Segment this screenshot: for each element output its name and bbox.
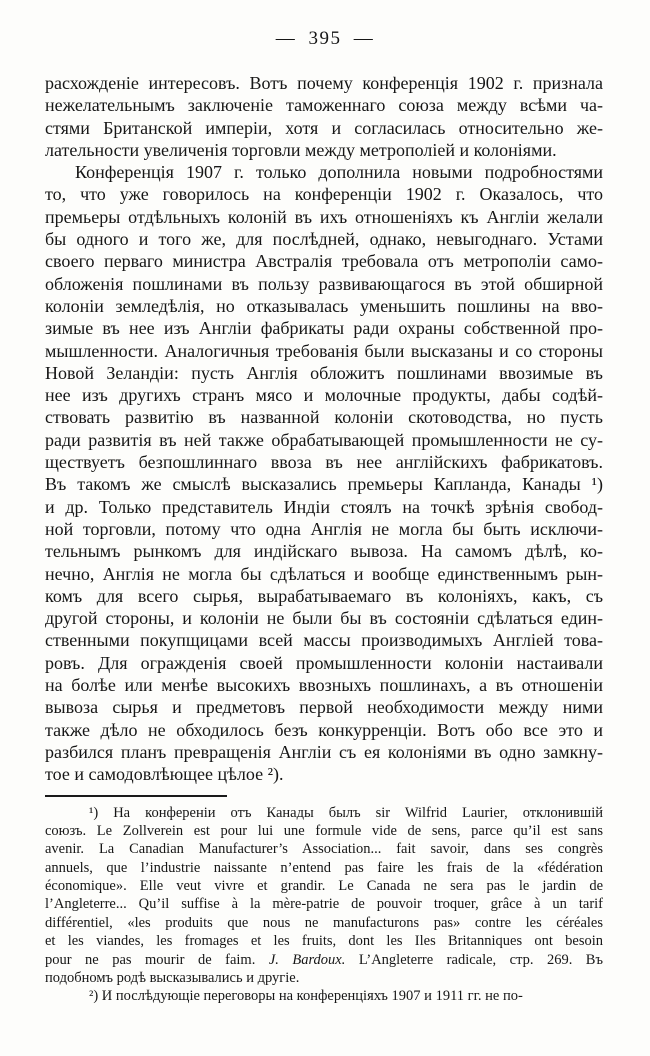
text-line: Въ такомъ же смыслѣ высказались премьеры Капланда, Канады ¹) [45,474,603,495]
text-line: ради развитія въ ней также обрабатывающей промышленности не су- [45,429,603,450]
text-line: расхожденіе интересовъ. Вотъ почему конференція 1902 г. признала [45,73,603,93]
text-line: нее изъ другихъ странъ мясо и молочные продукты, дабы содѣй- [45,385,603,406]
text-line: тельнымъ рынкомъ для индійскаго вывоза. На самомъ дѣлѣ, ко- [45,541,603,562]
text-line: и др. Только представитель Индіи стоялъ на точкѣ зрѣнія свобод- [45,496,603,517]
text-block [45,72,603,1006]
text-line: нечно, Англія не могла бы сдѣлаться и вообще единственнымъ рын- [45,563,603,584]
footnote-line: ¹) На конференіи отъ Канады былъ sir Wilfrid Laurier, отклонившій [89,804,603,821]
text-line: колоніи земледѣлія, но отказывалась уменьшить пошлины на вво- [45,295,603,316]
text-line: зимые въ нее изъ Англіи фабрикаты ради охраны собственной про- [45,318,603,339]
footnote-line: союзъ. Le Zollverein est pour lui une formule vide de sens, parce qu’il est sans [45,822,603,839]
text-line: на болѣе или менѣе высокихъ ввозныхъ пошлинахъ, а въ отношеніи [45,675,603,696]
text-line: ственными покупщицами всей массы производимыхъ Англіей това- [45,630,603,651]
footnote-text: pour ne pas mourir de faim. [45,951,269,968]
footnote-separator-rule [45,795,227,797]
paragraph [45,161,603,785]
text-line: нежелательнымъ заключеніе таможеннаго союза между всѣми ча- [45,95,603,116]
text-line: стями Британской имперіи, хотя и согласилась относительно же- [45,117,603,138]
footnote-line: et les viandes, les fromages et les fruits, dont les Iles Britanniques ont besoin [45,933,603,950]
text-line: другой стороны, и колоніи не были бы въ состояніи сдѣлаться един- [45,608,603,629]
text-line: мышленности. Аналогичныя требованія были высказаны и со стороны [45,340,603,361]
footnote-line: différentiel, «les produits que nous ne manufacturons pas» contre les céréales [45,914,603,931]
text-line: ной торговли, потому что одна Англія не могла бы быть исключи- [45,518,603,539]
text-line: ществуетъ безпошлиннаго ввоза въ нее англійскихъ фабрикатовъ. [45,452,603,473]
text-line: также дѣло не обходилось безъ конкурренціи. Вотъ обо все это и [45,719,603,740]
footnote-1 [45,804,603,988]
text-line: ствовать развитію въ названной колоніи скотоводства, но пусть [45,407,603,428]
footnote-line: подобномъ родѣ высказывались и другіе. [45,970,300,987]
text-line: бы одного и того же, для послѣдней, однако, невыгоднаго. Устами [45,229,603,250]
text-line: разбился планъ превращенія Англіи съ ея колоніями въ одно замкну- [45,741,603,762]
footnote-line: ²) И послѣдующіе переговоры на конференціяхъ 1907 и 1911 гг. не по- [89,988,523,1005]
citation-author: J. Bardoux. [268,951,346,968]
text-line: Конференція 1907 г. только дополнила новыми подробностями [75,162,603,183]
text-line: тое и самодовлѣющее цѣлое ²). [45,764,284,785]
text-line: Новой Зеландіи: пусть Англія обложитъ пошлинами ввозимые въ [45,362,603,383]
text-line: то, что уже говорилось на конференціи 1902 г. Оказалось, что [45,184,603,205]
page-number: — 395 — [275,28,375,49]
footnote-2 [45,987,603,1005]
paragraph [45,72,603,161]
text-line: ровъ. Для огражденія своей промышленности колоніи настаивали [45,652,603,673]
footnote-line: l’Angleterre... Qu’il suffise à la mère-patrie de pouvoir troquer, grâce à un tarif [45,896,603,913]
text-line: вывоза сырья и предметовъ первой необходимости между ними [45,697,603,718]
footnote-line: avenir. La Canadian Manufacturer’s Association... fait savoir, dans ses congrès [45,841,603,858]
text-line: премьеры отдѣльныхъ колоній въ ихъ отношеніяхъ къ Англіи желали [45,206,603,227]
footnote-text: L’Angleterre radicale, стр. 269. Въ [345,951,603,968]
footnote-line: annuels, que l’industrie naissante n’entend pas faire les frais de la «fédération [45,859,603,876]
footnote-line: économique». Elle veut vivre et grandir. Le Canada ne sera pas le jardin de [45,878,603,895]
text-line: своего перваго министра Австралія требовала отъ метрополіи само- [45,251,603,272]
text-line: обложенія пошлинами въ пользу развивающагося въ этой обширной [45,273,603,294]
text-line: лательности увеличенія торговли между метрополіей и колоніями. [45,139,557,160]
text-line: комъ для всего сырья, вырабатываемаго въ колоніяхъ, какъ, съ [45,585,603,606]
footnote-line [45,951,603,969]
